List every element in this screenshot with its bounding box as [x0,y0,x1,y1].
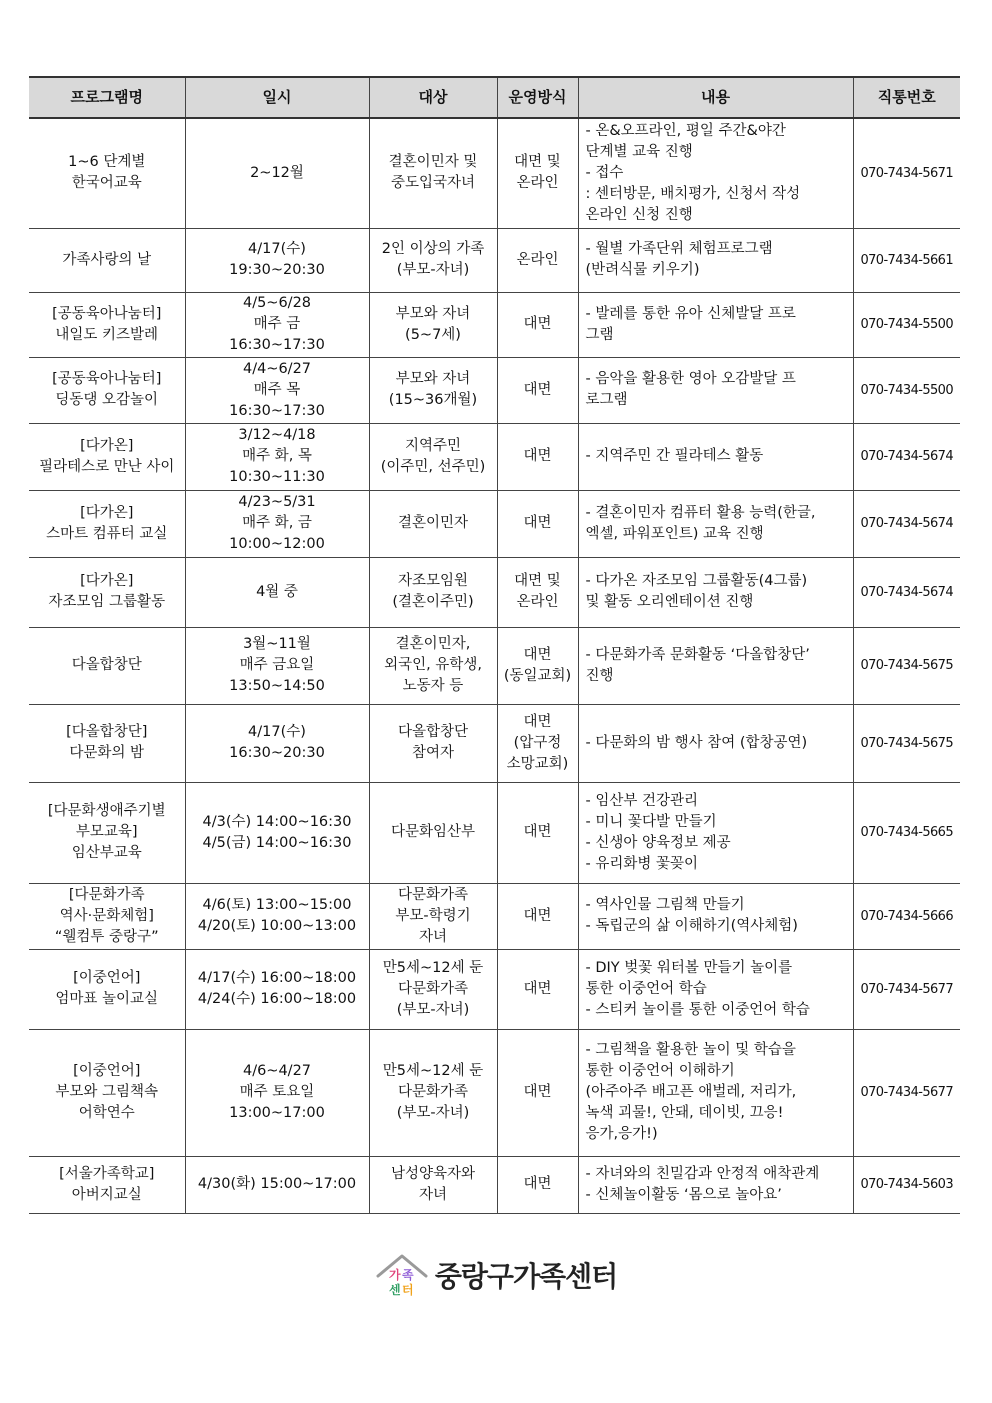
operation-mode-line: 대면 [523,1176,552,1192]
operation-mode-cell [497,357,578,423]
table-row [29,1156,960,1213]
schedule-date-line: 16:30~17:30 [229,337,325,353]
direct-phone-cell: 070-7434-5671 [853,118,960,228]
program-name-cell [29,490,185,557]
program-content-line: - 신생아 양육정보 제공 [585,834,731,851]
schedule-date-line: 4/5(금) 14:00~16:30 [202,834,352,851]
schedule-date-cell [185,490,369,557]
table-row [29,557,960,627]
target-audience-cell [369,357,497,423]
table-row [29,118,960,228]
operation-mode-line: (동일교회) [503,667,572,684]
header-date: 일시 [185,77,369,118]
operation-mode-line: 대면 [523,515,552,531]
operation-mode-cell [497,490,578,557]
program-name-line: 어학연수 [78,1105,135,1121]
target-audience-line: (부모-자녀) [396,1001,470,1018]
program-content-cell [578,949,853,1029]
program-content-line: - 지역주민 간 필라테스 활동 [585,448,764,464]
target-audience-line: 2인 이상의 가족 [381,241,485,257]
program-content-line: : 센터방문, 배치평가, 신청서 작성 [585,185,801,202]
program-content-cell [578,357,853,423]
program-content-line: 엑셀, 파워포인트) 교육 진행 [585,525,764,542]
program-name-line: 내일도 키즈발레 [55,326,159,343]
program-name-line: 부모교육] [75,824,138,840]
program-name-line: [다가온] [80,437,134,454]
target-audience-line: (5~7세) [405,326,461,343]
schedule-date-line: 매주 화, 금 [242,515,312,531]
program-content-line: 응가,응가!) [585,1126,658,1142]
program-name-line: 임산부교육 [71,845,142,861]
schedule-date-cell [185,883,369,949]
program-name-line: 다올합창단 [71,657,142,673]
program-content-cell [578,1029,853,1156]
operation-mode-line: 대면 및 [514,573,561,589]
table-body [29,118,960,1213]
program-content-cell [578,423,853,490]
target-audience-cell [369,292,497,357]
operation-mode-cell [497,228,578,292]
schedule-date-line: 4/3(수) 14:00~16:30 [202,813,352,830]
operation-mode-line: 소망교회) [506,755,569,772]
program-content-line: - 다문화의 밤 행사 참여 (합창공연) [585,734,808,751]
program-content-line: - 독립군의 삶 이해하기(역사체험) [585,918,798,934]
program-name-line: [이중언어] [73,1063,141,1079]
program-content-line: 그램 [585,326,614,343]
program-name-line: [다가온] [80,573,134,589]
schedule-date-cell [185,357,369,423]
schedule-date-cell [185,557,369,627]
direct-phone-cell: 070-7434-5500 [853,357,960,423]
program-schedule-table [29,76,960,1214]
svg-text:가: 가 [388,1268,401,1282]
schedule-date-cell [185,949,369,1029]
operation-mode-cell [497,627,578,704]
program-content-cell [578,627,853,704]
program-content-line: 로그램 [585,392,628,408]
direct-phone-cell: 070-7434-5675 [853,704,960,782]
target-audience-cell [369,118,497,228]
program-name-line: [공동육아나눔터] [52,305,162,322]
schedule-date-line: 13:00~17:00 [229,1105,325,1121]
program-content-cell [578,557,853,627]
schedule-date-line: 3월~11월 [243,636,311,652]
operation-mode-cell [497,949,578,1029]
schedule-date-line: 4/30(화) 15:00~17:00 [197,1176,357,1192]
table-row [29,627,960,704]
program-content-cell [578,704,853,782]
schedule-date-line: 3/12~4/18 [238,427,316,443]
target-audience-cell [369,228,497,292]
family-center-logo-icon [375,1252,429,1298]
target-audience-line: (결혼이주민) [392,594,474,610]
program-content-line: 온라인 신청 진행 [585,206,693,223]
table-row [29,1029,960,1156]
program-content-cell [578,782,853,883]
program-content-line: - 역사인물 그림책 만들기 [585,897,745,913]
program-content-line: 통한 이중언어 학습 [585,980,707,997]
target-audience-line: (부모-자녀) [396,262,470,278]
schedule-date-line: 4/6~4/27 [242,1063,312,1079]
program-content-line: - 미니 꽃다발 만들기 [585,813,717,830]
program-name-cell [29,228,185,292]
schedule-date-cell [185,423,369,490]
program-name-line: 자조모임 그룹활동 [48,594,166,610]
direct-phone-cell: 070-7434-5603 [853,1156,960,1213]
program-name-line: 아버지교실 [71,1186,142,1203]
schedule-date-line: 4/17(수) [248,241,306,257]
program-content-line: - 스티커 놀이를 통한 이중언어 학습 [585,1001,810,1018]
target-audience-cell [369,423,497,490]
operation-mode-cell [497,1156,578,1213]
operation-mode-line: 대면 [523,381,552,398]
schedule-date-line: 매주 토요일 [239,1084,315,1100]
program-content-line: - 신체놀이활동 ‘몸으로 놀아요’ [585,1186,782,1203]
target-audience-line: 참여자 [411,745,455,761]
program-content-line: 통한 이중언어 이해하기 [585,1063,735,1079]
operation-mode-line: 온라인 [516,594,559,610]
program-name-cell [29,292,185,357]
target-audience-cell [369,557,497,627]
program-name-line: [다올합창단] [66,724,148,740]
table-row [29,490,960,557]
program-name-cell [29,782,185,883]
program-name-line: 부모와 그림책속 [55,1084,159,1100]
operation-mode-line: 대면 [523,907,552,924]
target-audience-line: 자녀 [418,1186,447,1203]
program-name-cell [29,627,185,704]
schedule-date-line: 10:00~12:00 [229,536,325,552]
operation-mode-cell [497,423,578,490]
target-audience-cell [369,883,497,949]
program-name-line: 엄마표 놀이교실 [55,991,159,1007]
program-content-cell [578,292,853,357]
table-row [29,357,960,423]
operation-mode-cell [497,883,578,949]
table-row [29,883,960,949]
target-audience-cell [369,1156,497,1213]
target-audience-cell [369,949,497,1029]
direct-phone-cell: 070-7434-5674 [853,490,960,557]
target-audience-line: 다문화가족 [397,886,469,903]
target-audience-line: (15~36개월) [388,392,478,408]
program-name-line: 가족사랑의 날 [62,251,152,268]
direct-phone-cell: 070-7434-5677 [853,1029,960,1156]
schedule-date-cell [185,782,369,883]
program-content-line: - 그림책을 활용한 놀이 및 학습을 [585,1042,796,1058]
operation-mode-line: 대면 [523,980,552,997]
program-name-cell [29,557,185,627]
operation-mode-line: 대면 [523,1084,552,1100]
target-audience-line: (이주민, 선주민) [380,458,486,475]
target-audience-line: 다문화가족 [397,1084,469,1100]
program-name-line: [이중언어] [73,970,141,986]
program-content-line: - 자녀와의 친밀감과 안정적 애착관계 [585,1165,820,1182]
target-audience-cell [369,782,497,883]
header-program-name: 프로그램명 [29,77,185,118]
schedule-date-line: 16:30~17:30 [229,402,325,419]
schedule-date-cell [185,118,369,228]
schedule-date-line: 매주 목 [253,381,301,398]
target-audience-cell [369,627,497,704]
program-content-cell [578,490,853,557]
program-name-line: [다문화가족 [68,886,145,903]
operation-mode-line: 대면 [523,316,552,332]
schedule-date-cell [185,228,369,292]
target-audience-line: 결혼이민자, [395,636,471,652]
program-name-line: 필라테스로 만난 사이 [39,458,175,475]
target-audience-line: 만5세~12세 둔 [382,1063,484,1079]
table-row [29,782,960,883]
schedule-date-line: 매주 금 [253,316,301,332]
schedule-date-line: 4/23~5/31 [238,494,316,510]
program-name-line: [다문화생애주기별 [47,803,166,819]
schedule-date-cell [185,704,369,782]
table-row [29,423,960,490]
target-audience-line: 다문화임산부 [390,824,476,840]
program-content-line: - 월별 가족단위 체험프로그램 [585,241,773,257]
schedule-date-line: 4/24(수) 16:00~18:00 [197,991,357,1007]
operation-mode-cell [497,118,578,228]
program-content-line: - 온&오프라인, 평일 주간&야간 [585,122,786,139]
program-name-line: 1~6 단계별 [68,154,146,171]
program-name-line: 딩동댕 오감놀이 [55,392,159,408]
direct-phone-cell: 070-7434-5661 [853,228,960,292]
target-audience-cell [369,490,497,557]
direct-phone-cell: 070-7434-5677 [853,949,960,1029]
direct-phone-cell: 070-7434-5500 [853,292,960,357]
program-content-line: 단계별 교육 진행 [585,143,693,160]
operation-mode-line: 대면 [523,824,552,840]
operation-mode-cell [497,1029,578,1156]
operation-mode-cell [497,704,578,782]
schedule-date-line: 19:30~20:30 [229,262,325,278]
program-content-line: - 다가온 자조모임 그룹활동(4그룹) [585,573,808,589]
program-name-line: [다가온] [80,504,134,521]
target-audience-line: 부모와 자녀 [395,371,471,387]
target-audience-line: 노동자 등 [402,678,464,694]
table-header-row [29,77,960,118]
target-audience-line: 다문화가족 [397,980,469,997]
program-content-line: - 다문화가족 문화활동 ‘다올합창단’ [585,646,810,663]
svg-text:센: 센 [388,1283,401,1297]
schedule-date-line: 매주 금요일 [239,657,315,673]
target-audience-line: 결혼이민자 [397,515,469,531]
operation-mode-line: 대면 [523,713,552,730]
target-audience-line: 다올합창단 [397,724,469,740]
program-content-line: - 음악을 활용한 영아 오감발달 프 [585,371,796,387]
schedule-date-line: 13:50~14:50 [229,678,325,694]
operation-mode-line: (압구정 [513,734,562,751]
program-content-cell [578,228,853,292]
program-name-cell [29,704,185,782]
schedule-date-line: 4/4~6/27 [242,360,312,377]
header-content: 내용 [578,77,853,118]
target-audience-line: 지역주민 [404,437,462,454]
program-name-cell [29,1029,185,1156]
schedule-date-line: 4/17(수) 16:00~18:00 [197,970,357,986]
schedule-date-cell [185,292,369,357]
table-row [29,949,960,1029]
schedule-date-cell [185,627,369,704]
target-audience-line: 부모와 자녀 [395,305,471,322]
program-content-cell [578,883,853,949]
program-content-line: - 유리화병 꽃꽂이 [585,855,698,872]
operation-mode-cell [497,782,578,883]
direct-phone-cell: 070-7434-5675 [853,627,960,704]
target-audience-cell [369,1029,497,1156]
operation-mode-cell [497,557,578,627]
schedule-date-line: 10:30~11:30 [229,469,325,485]
svg-text:족: 족 [401,1268,414,1282]
table-row [29,704,960,782]
program-content-line: - DIY 벚꽃 워터볼 만들기 놀이를 [585,959,793,976]
schedule-date-line: 4/6(토) 13:00~15:00 [202,897,352,913]
program-content-line: 진행 [585,667,614,684]
schedule-date-line: 16:30~20:30 [229,745,325,761]
program-content-line: 및 활동 오리엔테이션 진행 [585,594,754,610]
program-name-cell [29,1156,185,1213]
program-name-cell [29,949,185,1029]
footer-center-name: 중랑구가족센터 [434,1260,618,1293]
target-audience-line: 남성양육자와 [390,1165,476,1182]
schedule-date-cell [185,1156,369,1213]
schedule-date-line: 4/5~6/28 [242,295,312,311]
operation-mode-line: 온라인 [516,251,559,268]
program-name-cell [29,883,185,949]
direct-phone-cell: 070-7434-5665 [853,782,960,883]
program-name-line: [서울가족학교] [59,1165,155,1182]
program-name-line: 스마트 컴퓨터 교실 [46,525,168,542]
program-content-line: - 접수 [585,164,624,181]
program-content-line: - 발레를 통한 유아 신체발달 프로 [585,305,796,322]
program-name-line: “웰컴투 중랑구” [54,928,159,945]
program-content-cell [578,1156,853,1213]
schedule-date-line: 2~12월 [250,164,304,181]
schedule-date-line: 4월 중 [256,583,298,600]
operation-mode-line: 대면 [523,646,552,663]
program-content-line: (아주아주 배고픈 애벌레, 저리가, [585,1084,797,1100]
program-content-line: 녹색 괴물!, 안돼, 데이빗, 끄응! [585,1105,784,1121]
svg-text:터: 터 [401,1283,414,1297]
target-audience-line: 중도입국자녀 [390,175,476,192]
target-audience-cell [369,704,497,782]
program-content-line: (반려식물 키우기) [585,262,700,278]
target-audience-line: 자조모임원 [397,573,469,589]
program-name-cell [29,118,185,228]
program-content-line: - 임산부 건강관리 [585,792,698,809]
program-name-cell [29,357,185,423]
operation-mode-cell [497,292,578,357]
operation-mode-line: 온라인 [516,175,559,192]
program-name-line: 한국어교육 [71,175,142,192]
program-name-line: 역사·문화체험] [59,907,154,924]
table-row [29,228,960,292]
schedule-date-line: 4/17(수) [248,724,306,740]
schedule-date-line: 매주 화, 목 [242,448,312,464]
schedule-date-line: 4/20(토) 10:00~13:00 [197,918,357,934]
target-audience-line: 만5세~12세 둔 [382,959,484,976]
direct-phone-cell: 070-7434-5666 [853,883,960,949]
target-audience-line: 결혼이민자 및 [388,154,478,171]
target-audience-line: (부모-자녀) [396,1105,470,1121]
header-phone: 직통번호 [853,77,960,118]
program-content-line: - 결혼이민자 컴퓨터 활용 능력(한글, [585,504,816,521]
table-row [29,292,960,357]
header-mode: 운영방식 [497,77,578,118]
target-audience-line: 외국인, 유학생, [384,657,482,673]
program-name-line: 다문화의 밤 [69,745,145,761]
operation-mode-line: 대면 및 [514,154,561,171]
target-audience-line: 자녀 [418,928,447,945]
direct-phone-cell: 070-7434-5674 [853,423,960,490]
header-target: 대상 [369,77,497,118]
program-content-cell [578,118,853,228]
program-name-line: [공동육아나눔터] [52,371,162,387]
target-audience-line: 부모-학령기 [395,907,471,924]
program-name-cell [29,423,185,490]
schedule-date-cell [185,1029,369,1156]
operation-mode-line: 대면 [523,448,552,464]
footer-logo [0,1252,992,1298]
direct-phone-cell: 070-7434-5674 [853,557,960,627]
